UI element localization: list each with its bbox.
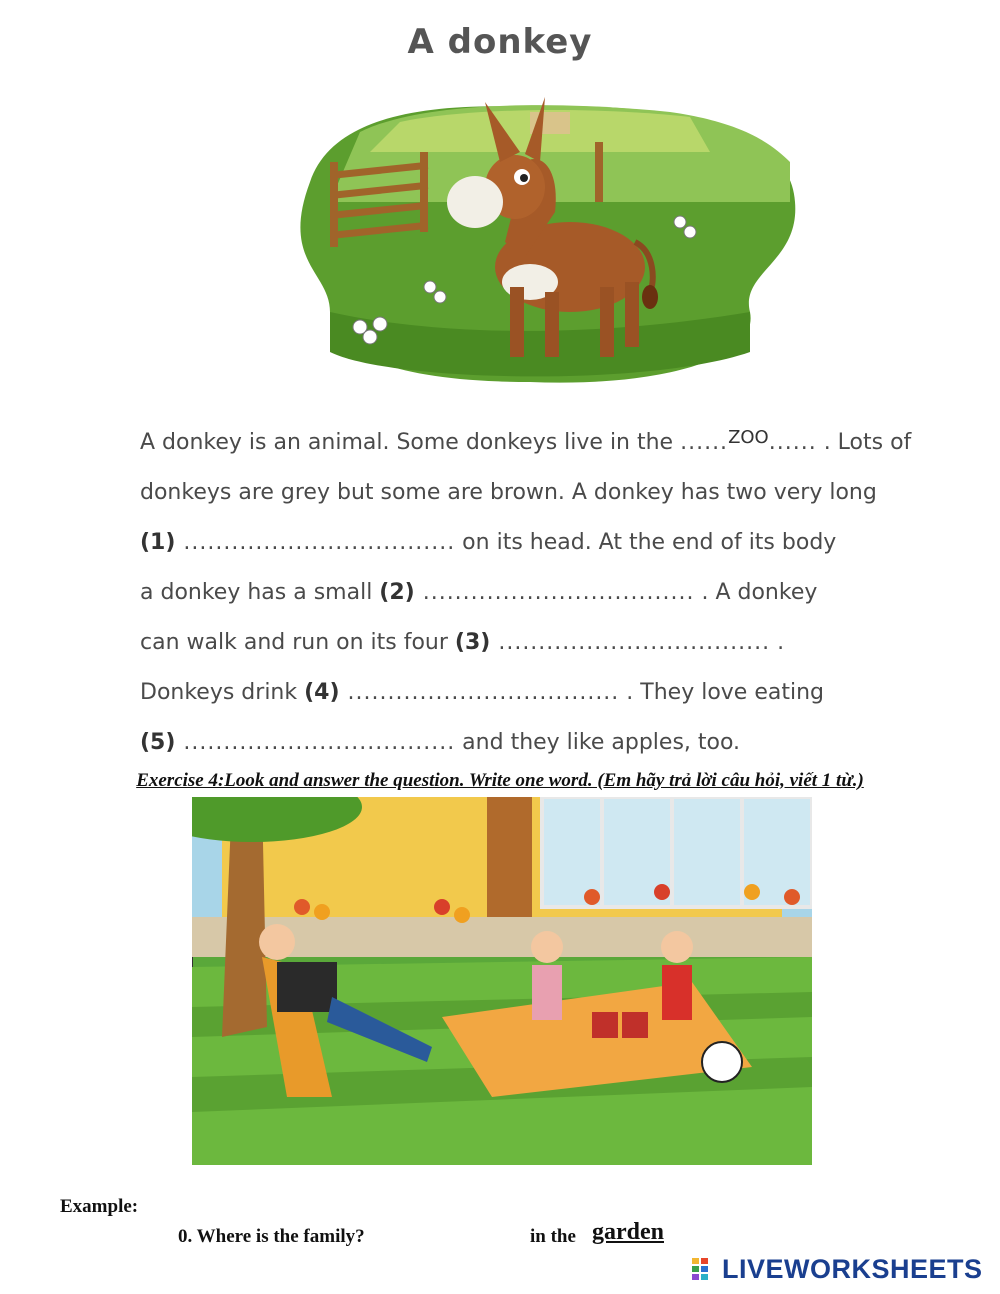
example-answer: ZOO [728,427,769,448]
blank-number: (5) [140,730,176,755]
blank-number: (4) [304,680,340,705]
example-label: Example: [60,1196,139,1217]
passage-text: a donkey has a small [140,580,380,605]
brand-name: LIVEWORKSHEETS [722,1253,983,1284]
passage-text: on its head. At the end of its body [455,530,837,555]
donkey-illustration [270,92,810,392]
blank-number: (2) [379,580,415,605]
passage-text: Donkeys drink [140,680,305,705]
blank-number: (3) [454,630,491,655]
worksheet-title: A donkey [407,22,593,62]
passage-line-6 [140,680,824,705]
blank-field-2[interactable]: .................................. [414,580,695,605]
blank-field-1[interactable]: .................................. [175,530,456,555]
garden-illustration [192,797,812,1165]
passage-text: . They love eating [619,680,824,705]
passage-text: can walk and run on its four [140,630,455,655]
passage-line-7 [140,730,740,755]
passage-text: A donkey is an animal. Some donkeys live in the [140,430,681,455]
passage-text: . A donkey [694,580,818,605]
blank-field-3[interactable]: .................................. [490,630,771,655]
brand-logo [692,1252,988,1286]
liveworksheets-icon [692,1258,718,1280]
blank-field-5[interactable]: .................................. [175,730,456,755]
passage-text: and they like apples, too. [455,730,741,755]
answer-field-0[interactable]: garden [592,1219,664,1245]
passage-line-1 [140,427,912,455]
passage-line-4 [140,580,817,605]
passage-text: . [770,630,785,655]
exercise-heading: Exercise 4:Look and answer the question. Write one word. (Em hãy trả lời câu hỏi, viết 1 từ.) [136,770,864,791]
passage-line-2: donkeys are grey but some are brown. A donkey has two very long [140,480,877,505]
blank-number: (1) [140,530,176,555]
question-0: 0. Where is the family? [178,1226,365,1247]
passage-line-5 [140,630,784,655]
blank-field-4[interactable]: .................................. [339,680,620,705]
blank-dots: ...... [680,430,729,455]
blank-dots: ...... [768,430,817,455]
passage-line-3 [140,530,836,555]
passage-text: . Lots of [816,430,912,455]
answer-prefix: in the [530,1226,576,1247]
